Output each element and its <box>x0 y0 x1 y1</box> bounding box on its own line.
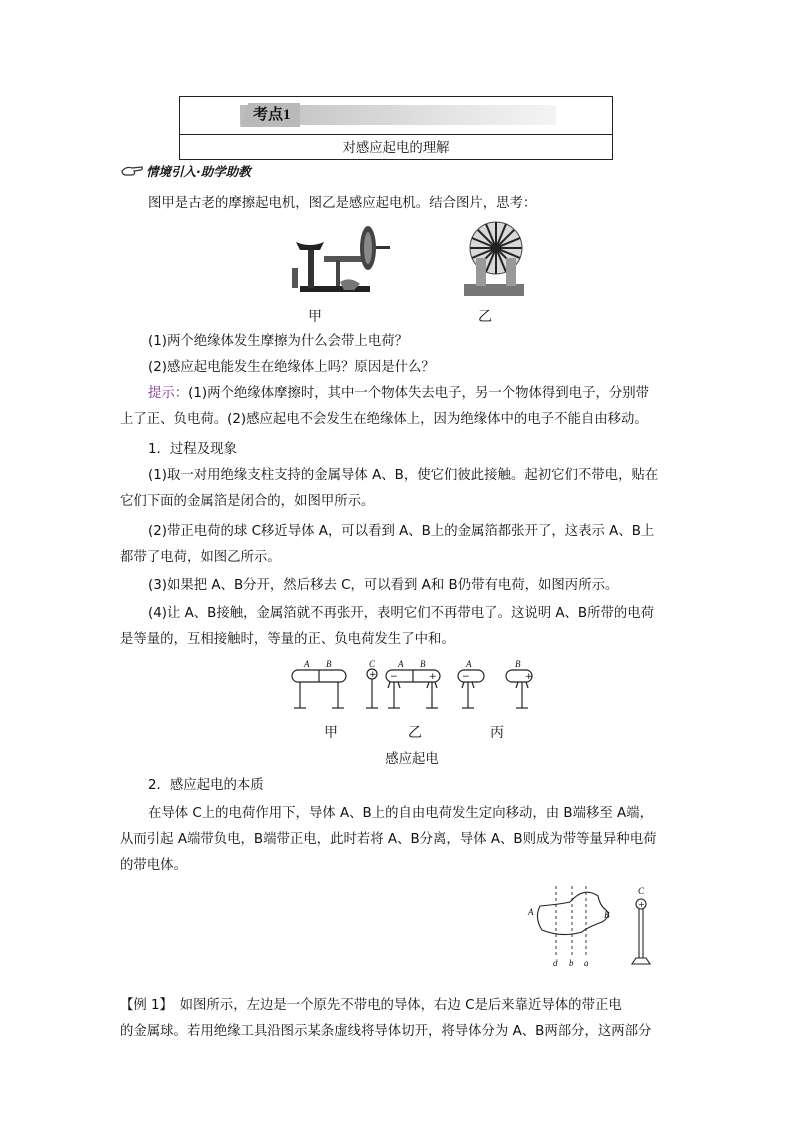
svg-text:−: − <box>462 672 470 682</box>
fig2-letter-a3: A <box>466 659 472 669</box>
fig1-label-left: 甲 <box>308 309 322 325</box>
svg-text:+: + <box>525 672 533 682</box>
section1-p2-line2: 都带了电荷，如图乙所示。 <box>120 550 281 565</box>
section1-p4-line2: 是等量的，互相接触时，等量的正、负电荷发生了中和。 <box>120 632 455 647</box>
topic-badge: 考点1 <box>253 107 291 123</box>
fig2-label-bing: 丙 <box>490 725 504 741</box>
intro-text: 图甲是古老的摩擦起电机，图乙是感应起电机。结合图片，思考： <box>148 196 537 211</box>
hint-line-2: 上了正、负电荷。(2)感应起电不会发生在绝缘体上，因为绝缘体中的电子不能自由移动。 <box>120 412 648 427</box>
section-label: 情境引入·助学助教 <box>146 164 251 179</box>
section2-title: 2．感应起电的本质 <box>148 778 264 793</box>
section1-p2-line1: (2)带正电荷的球 C移近导体 A，可以看到 A、B上的金属箔都张开了，这表示 A、B上 <box>148 524 655 539</box>
fig2-letter-b3: B <box>515 659 521 669</box>
fig3-label-aline: a <box>584 958 589 968</box>
section1-p3: (3)如果把 A、B分开，然后移去 C，可以看到 A和 B仍带有电荷，如图丙所示。 <box>148 578 619 593</box>
fig2-label-jia: 甲 <box>324 725 338 741</box>
svg-text:−: − <box>390 672 398 682</box>
fig2-letter-b2: B <box>420 659 426 669</box>
induction-machine-figure <box>462 218 528 300</box>
fig2-letter-a2: A <box>398 659 404 669</box>
example-line2: 的金属球。若用绝缘工具沿图示某条虚线将导体切开，将导体分为 A、B两部分，这两部分 <box>120 1024 652 1039</box>
fig2-letter-c: C <box>369 659 376 669</box>
section2-line1: 在导体 C上的电荷作用下，导体 A、B上的自由电荷发生定向移动，由 B端移至 A端， <box>148 806 653 821</box>
header-divider <box>180 134 612 135</box>
topic-header-box <box>179 96 613 160</box>
fig3-label-bline: b <box>569 958 574 968</box>
fig2-letter-a1: A <box>304 659 310 669</box>
section1-p1-line1: (1)取一对用绝缘支柱支持的金属导体 A、B，使它们彼此接触。起初它们不带电，贴在 <box>148 468 659 483</box>
section2-line2: 从而引起 A端带负电，B端带正电，此时若将 A、B分离，导体 A、B则成为带等量异种电荷 <box>120 832 657 847</box>
fig2-label-yi: 乙 <box>408 725 422 741</box>
section1-p4-line1: (4)让 A、B接触，金属箔就不再张开，表明它们不再带电了。这说明 A、B所带的电荷 <box>148 606 655 621</box>
conductor-cut-figure <box>522 884 662 970</box>
hint-line-1 <box>148 384 649 404</box>
fig3-label-b: B <box>604 910 610 920</box>
svg-text:+: + <box>369 670 377 680</box>
section2-line3: 的带电体。 <box>120 858 187 873</box>
fig3-label-a: A <box>528 907 534 917</box>
fig2-caption: 感应起电 <box>385 752 439 767</box>
question-1: (1)两个绝缘体发生摩擦为什么会带上电荷？ <box>148 334 408 349</box>
section1-p1-line2: 它们下面的金属箔是闭合的，如图甲所示。 <box>120 494 375 509</box>
fig2-letter-b1: B <box>326 659 332 669</box>
hint-label: 提示： <box>148 386 189 401</box>
fig1-label-right: 乙 <box>478 309 492 325</box>
fig3-label-d: d <box>553 958 558 968</box>
section1-title: 1．过程及现象 <box>148 442 237 457</box>
hint-text-1: (1)两个绝缘体摩擦时，其中一个物体失去电子，另一个物体得到电子，分别带 <box>188 386 650 401</box>
fig3-label-c: C <box>638 886 645 896</box>
induction-process-figure <box>286 658 542 718</box>
svg-text:+: + <box>429 672 437 682</box>
question-2: (2)感应起电能发生在绝缘体上吗？原因是什么？ <box>148 360 435 375</box>
hand-pointer-icon <box>120 162 144 178</box>
svg-text:+: + <box>638 900 645 909</box>
topic-subtitle: 对感应起电的理解 <box>342 141 450 156</box>
example-line1: 【例 1】 如图所示，左边是一个原先不带电的导体，右边 C是后来靠近导体的带正电 <box>120 998 622 1013</box>
friction-machine-figure <box>290 220 400 300</box>
